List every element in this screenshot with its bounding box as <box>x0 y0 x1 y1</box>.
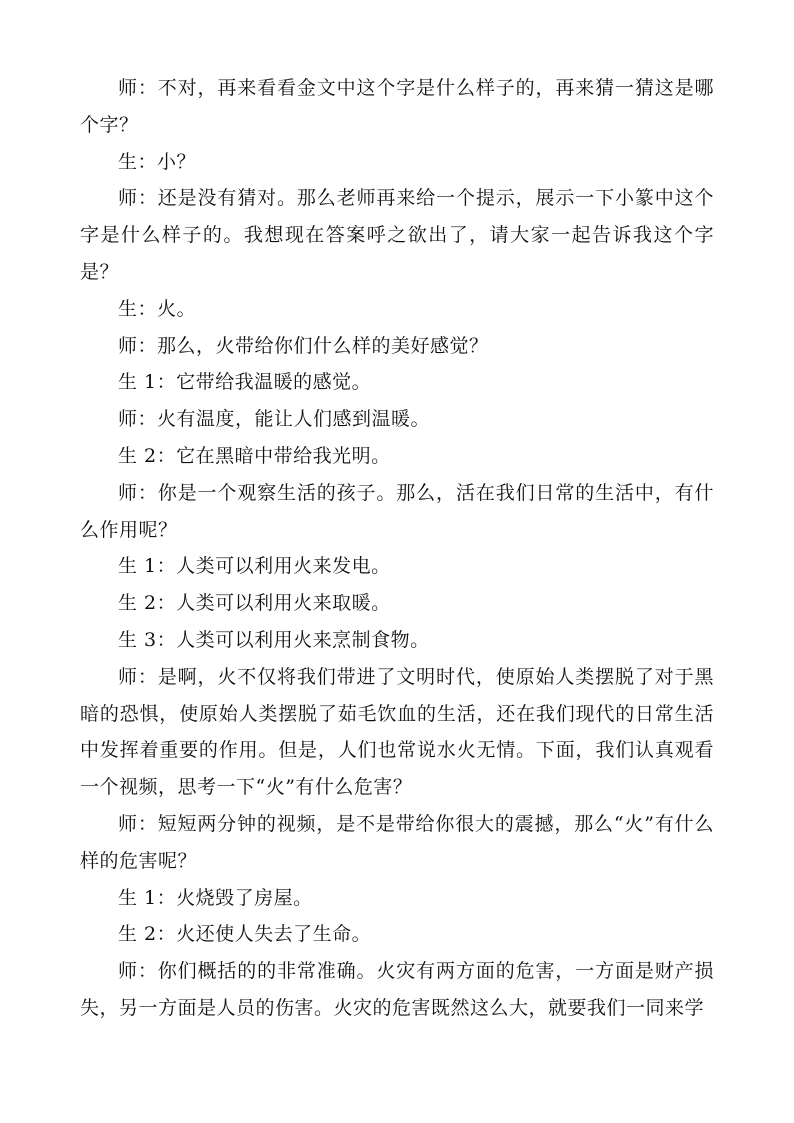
paragraph-teacher-8: 师：你们概括的的非常准确。火灾有两方面的危害，一方面是财产损失，另一方面是人员的伤害。火灾的危害既然这么大，就要我们一同来学 <box>80 960 714 1019</box>
paragraph-teacher-2: 师：还是没有猜对。那么老师再来给一个提示，展示一下小篆中这个字是什么样子的。我想现在答案呼之欲出了，请大家一起告诉我这个字是？ <box>80 187 714 283</box>
document-page <box>80 70 714 1027</box>
paragraph-student-4: 生 2：它在黑暗中带给我光明。 <box>118 444 391 467</box>
paragraph-teacher-5: 师：你是一个观察生活的孩子。那么，活在我们日常的生活中，有什么作用呢？ <box>80 481 714 541</box>
paragraph-student-8: 生 1：火烧毁了房屋。 <box>118 886 313 909</box>
paragraph-student-1: 生：小？ <box>118 150 197 173</box>
paragraph-teacher-3: 师：那么，火带给你们什么样的美好感觉？ <box>118 334 489 357</box>
paragraph-student-7: 生 3：人类可以利用火来烹制食物。 <box>118 628 430 651</box>
paragraph-teacher-4: 师：火有温度，能让人们感到温暖。 <box>118 408 431 431</box>
paragraph-teacher-1: 师：不对，再来看看金文中这个字是什么样子的，再来猜一猜这是哪个字？ <box>80 77 714 136</box>
paragraph-student-6: 生 2：人类可以利用火来取暖。 <box>118 592 391 615</box>
paragraph-student-3: 生 1：它带给我温暖的感觉。 <box>118 371 372 394</box>
paragraph-teacher-6: 师：是啊，火不仅将我们带进了文明时代，使原始人类摆脱了对于黑暗的恐惧，使原始人类摆脱了茹毛饮血的生活，还在我们现代的日常生活中发挥着重要的作用。但是，人们也常说水火无情。下面，我们认真观看一个视频，思考一下“火”有什么危害？ <box>80 665 714 799</box>
paragraph-student-9: 生 2：火还使人失去了生命。 <box>118 923 372 946</box>
paragraph-teacher-7: 师：短短两分钟的视频，是不是带给你很大的震撼，那么“火”有什么样的危害呢？ <box>80 812 714 872</box>
paragraph-student-5: 生 1：人类可以利用火来发电。 <box>118 555 391 578</box>
paragraph-student-2: 生：火。 <box>118 297 197 320</box>
